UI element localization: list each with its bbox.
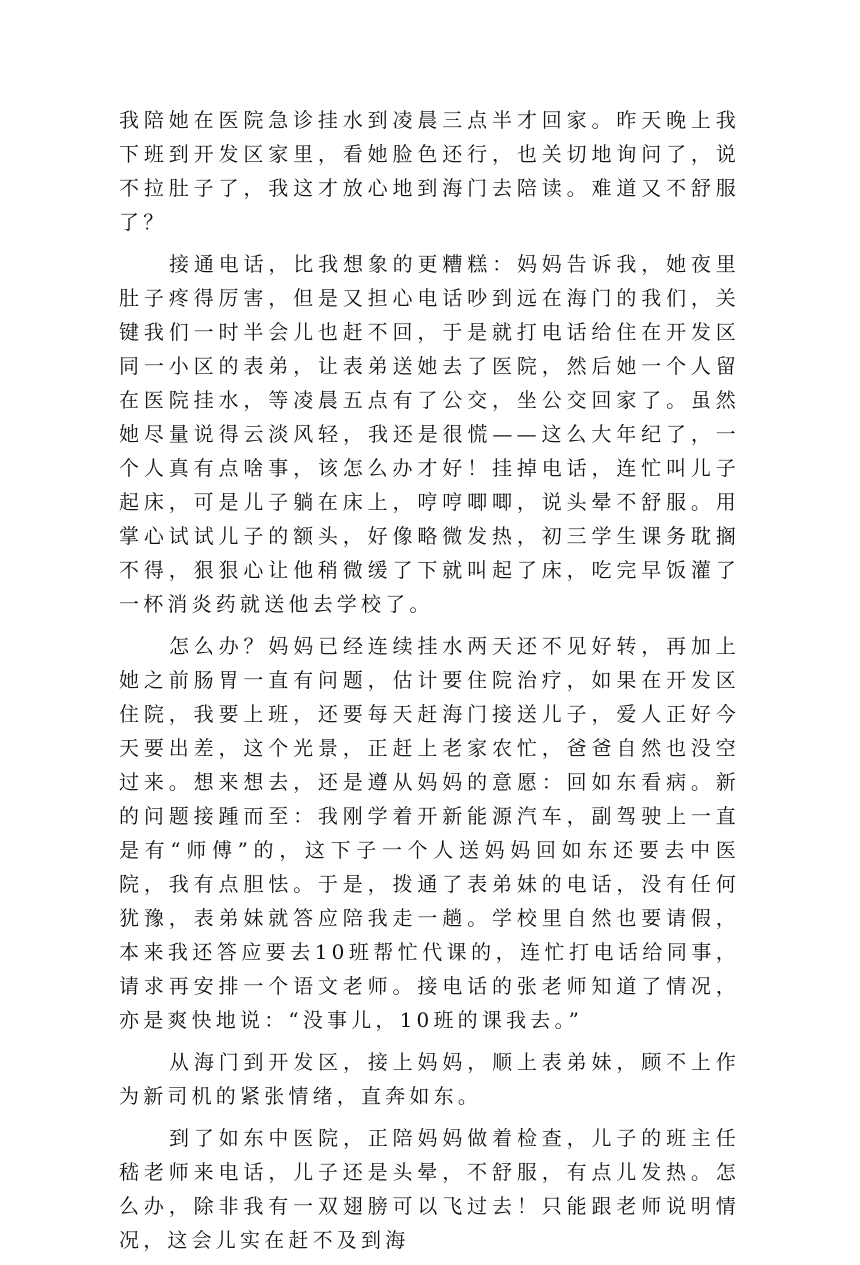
paragraph-1: 我陪她在医院急诊挂水到凌晨三点半才回家。昨天晚上我下班到开发区家里，看她脸色还行，也关切地询问了，说不拉肚子了，我这才放心地到海门去陪读。难道又不舒服了？ (119, 108, 740, 234)
paragraph-3: 怎么办？妈妈已经连续挂水两天还不见好转，再加上她之前肠胃一直有问题，估计要住院治疗，如果在开发区住院，我要上班，还要每天赶海门接送儿子，爱人正好今天要出差，这个光景，正赶上老家农忙，爸爸自然也没空过来。想来想去，还是遵从妈妈的意愿：回如东看病。新的问题接踵而至：我刚学着开新能源汽车，副驾驶上一直是有“师傅”的，这下子一个人送妈妈回如东还要去中医院，我有点胆怯。于是，拨通了表弟妹的电话，没有任何犹豫，表弟妹就答应陪我走一趟。学校里自然也要请假，本来我还答应要去10班帮忙代课的，连忙打电话给同事，请求再安排一个语文老师。接电话的张老师知道了情况，亦是爽快地说：“没事儿，10班的课我去。” (119, 634, 740, 1032)
paragraph-5: 到了如东中医院，正陪妈妈做着检查，儿子的班主任嵇老师来电话，儿子还是头晕，不舒服，有点儿发热。怎么办，除非我有一双翅膀可以飞过去！只能跟老师说明情况，这会儿实在赶不及到海 (119, 1126, 740, 1252)
document-body (119, 103, 740, 1265)
paragraph-4: 从海门到开发区，接上妈妈，顺上表弟妹，顾不上作为新司机的紧张情绪，直奔如东。 (119, 1050, 740, 1108)
paragraph-2: 接通电话，比我想象的更糟糕：妈妈告诉我，她夜里肚子疼得厉害，但是又担心电话吵到远在海门的我们，关键我们一时半会儿也赶不回，于是就打电话给住在开发区同一小区的表弟，让表弟送她去了医院，然后她一个人留在医院挂水，等凌晨五点有了公交，坐公交回家了。虽然她尽量说得云淡风轻，我还是很慌——这么大年纪了，一个人真有点啥事，该怎么办才好！挂掉电话，连忙叫儿子起床，可是儿子躺在床上，哼哼唧唧，说头晕不舒服。用掌心试试儿子的额头，好像略微发热，初三学生课务耽搁不得，狠狠心让他稍微缓了下就叫起了床，吃完早饭灌了一杯消炎药就送他去学校了。 (119, 252, 740, 616)
